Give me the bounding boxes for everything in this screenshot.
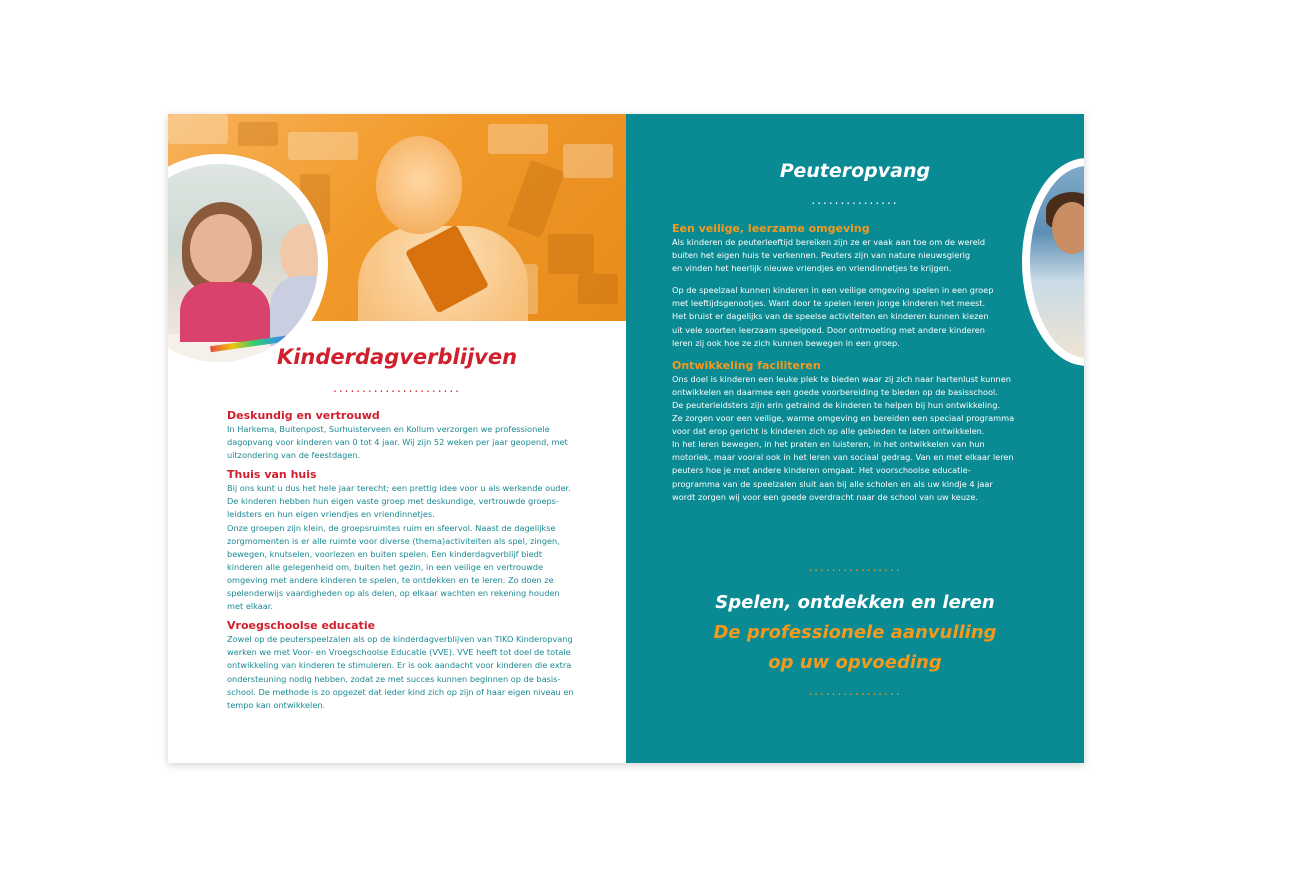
right-title-divider: ............... — [811, 193, 899, 207]
text-line: Als kinderen de peuterleeftijd bereiken zijn ze er vaak aan toe om de wereld — [672, 237, 986, 247]
slogan-line-1: Spelen, ontdekken en leren — [715, 592, 995, 613]
text-line: Ons doel is kinderen een leuke plek te bieden waar zij zich naar hartenlust kunnen — [672, 373, 1011, 384]
slogan — [626, 588, 1084, 678]
text-line: school. De methode is zo opgezet dat ieder kind zich op zijn of haar eigen niveau en — [227, 686, 574, 697]
text-line: In het leren bewegen, in het praten en luisteren, in het ontwikkelen van hun — [672, 439, 985, 450]
text-line: De kinderen hebben hun eigen vaste groep met deskundige, vertrouwde groeps- — [227, 496, 559, 507]
text-line: motoriek, maar vooral ook in het leren van sociaal gedrag. Van en met elkaar leren — [672, 452, 1014, 463]
text-line: Zowel op de peuterspeelzalen als op de kinderdagverblijven van TIKO Kinderopvang — [227, 634, 573, 645]
text-line: ontwikkelen en daarmee een goede voorbereiding te bieden op de basisschool. — [672, 386, 998, 397]
text-line: In Harkema, Buitenpost, Surhuisterveen en Kollum verzorgen we professionele — [227, 424, 550, 434]
right-page-title: Peuteropvang — [779, 160, 931, 182]
text-line: Bij ons kunt u dus het hele jaar terecht; een prettig idee voor u als werkende ouder. — [227, 483, 571, 494]
slogan-divider-bottom: ................ — [808, 684, 902, 698]
text-line: Ze zorgen voor een veilige, warme omgeving en bereiden een speciaal programma — [672, 413, 1015, 424]
children-photo — [168, 164, 318, 362]
section-heading: Deskundig en vertrouwd — [227, 409, 380, 422]
text-line: peuters hoe je met andere kinderen omgaat. Het voorschoolse educatie- — [672, 465, 971, 476]
section-deskundig — [227, 409, 577, 462]
brochure-spread — [168, 114, 1084, 763]
section-heading: Vroegschoolse educatie — [227, 619, 376, 633]
slogan-line-3: op uw opvoeding — [768, 652, 942, 673]
section-heading: Thuis van huis — [227, 468, 317, 482]
right-body — [672, 222, 1032, 504]
section-vroegschoolse — [227, 619, 577, 712]
text-line: Het bruist er dagelijks van de speelse activiteiten en kinderen kunnen kiezen — [672, 311, 989, 322]
text-line: met elkaar. — [227, 601, 273, 612]
section-heading: Een veilige, leerzame omgeving — [672, 222, 870, 235]
slogan-divider-top: ................ — [808, 560, 902, 574]
text-line: programma van de speelzalen sluit aan bij alle scholen en als uw kindje 4 jaar — [672, 478, 993, 489]
slogan-line-2: De professionele aanvulling — [713, 622, 997, 643]
text-line: wordt zorgen wij voor een goede overdracht naar de school van uw keuze. — [672, 491, 978, 502]
text-line: spelenderwijs vaardigheden op als delen, op elkaar wachten en rekening houden — [227, 588, 560, 599]
text-line: leidsters en hun eigen vriendjes en vriendinnetjes. — [227, 509, 435, 520]
text-line: met leeftijdsgenootjes. Want door te spelen leren jonge kinderen het meest. — [672, 298, 986, 309]
right-page — [626, 114, 1084, 763]
text-line: dagopvang voor kinderen van 0 tot 4 jaar. Wij zijn 52 weken per jaar geopend, met — [227, 437, 568, 448]
text-line: voor dat erop gericht is kinderen zich op alle gebieden te laten ontwikkelen. — [672, 426, 985, 437]
text-line: ondersteuning nodig hebben, zodat ze met succes kunnen beginnen op de basis- — [227, 673, 561, 684]
text-line: leren zij ook hoe ze zich kunnen bewegen in een groep. — [672, 337, 900, 348]
left-body — [227, 409, 577, 718]
text-line: ontwikkeling van kinderen te stimuleren. Er is ook aandacht voor kinderen die extra — [227, 660, 572, 671]
text-line: uit vele soorten leerzaam speelgoed. Door ontmoeting met andere kinderen — [672, 324, 985, 335]
baby-face — [376, 136, 462, 234]
text-line: Op de speelzaal kunnen kinderen in een veilige omgeving spelen in een groep — [672, 285, 994, 296]
text-line: Onze groepen zijn klein, de groepsruimtes ruim en sfeervol. Naast de dagelijkse — [227, 522, 556, 533]
text-line: bewegen, knutselen, voorlezen en buiten spelen. Een kinderdagverblijf biedt — [227, 548, 543, 559]
section-heading: Ontwikkeling faciliteren — [672, 358, 821, 372]
text-line: kinderen alle gelegenheid om, buiten het gezin, in een veilige en vertrouwde — [227, 561, 544, 572]
text-line: omgeving met andere kinderen te spelen, te ontdekken en te leren. Zo doen ze — [227, 574, 554, 585]
text-line: werken we met Voor- en Vroegschoolse Educatie (VVE). VVE heeft tot doel de totale — [227, 647, 571, 658]
text-line: tempo kan ontwikkelen. — [227, 699, 326, 710]
left-page — [168, 114, 626, 763]
section-thuis — [227, 468, 577, 613]
left-title-divider: ...................... — [333, 381, 461, 395]
text-line: zorgmomenten is er alle ruimte voor diverse (thema)activiteiten als spel, zingen, — [227, 535, 560, 546]
text-line: en vinden het heerlijk nieuwe vriendjes en vriendinnetjes te krijgen. — [672, 263, 952, 274]
text-line: buiten het eigen huis te verkennen. Peuters zijn van nature nieuwsgierig — [672, 250, 971, 261]
left-page-title: Kinderdagverblijven — [276, 345, 518, 369]
text-line: De peuterleidsters zijn erin getraind de kinderen te helpen bij hun ontwikkeling. — [672, 399, 1001, 410]
text-line: uitzondering van de feestdagen. — [227, 450, 361, 461]
